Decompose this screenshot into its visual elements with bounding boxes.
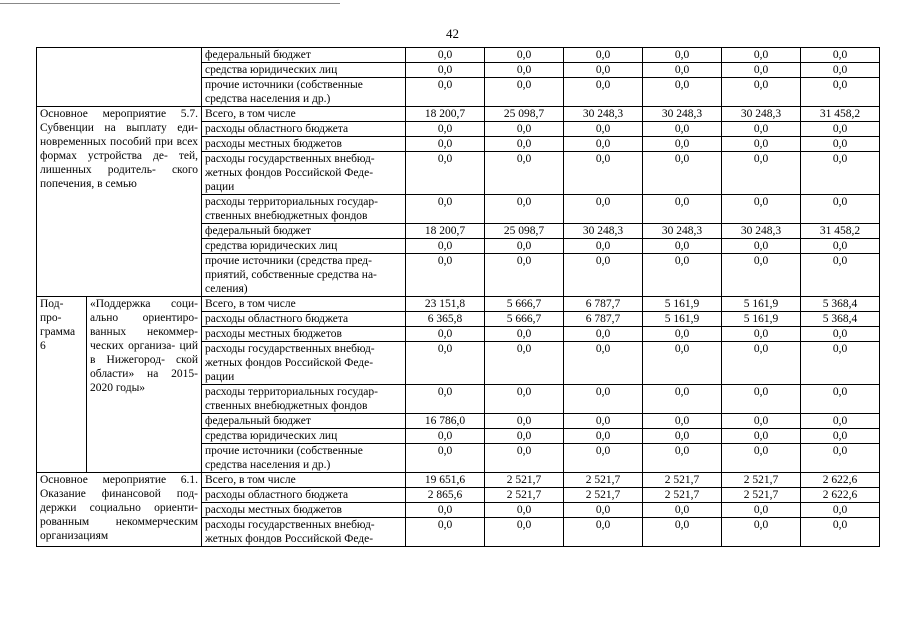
value-cell: 0,0 <box>801 254 880 297</box>
value-cell: 0,0 <box>406 254 485 297</box>
value-cell: 0,0 <box>406 429 485 444</box>
value-cell: 0,0 <box>564 444 643 473</box>
value-cell: 0,0 <box>643 137 722 152</box>
value-cell: 2 521,7 <box>485 473 564 488</box>
value-cell: 2 622,6 <box>801 473 880 488</box>
value-cell: 2 521,7 <box>564 473 643 488</box>
value-cell: 2 521,7 <box>722 488 801 503</box>
value-cell: 0,0 <box>722 122 801 137</box>
value-cell: 0,0 <box>722 48 801 63</box>
value-cell: 0,0 <box>485 327 564 342</box>
value-cell: 18 200,7 <box>406 224 485 239</box>
value-cell: 5 161,9 <box>722 297 801 312</box>
subprogram-label: Под- про- грамма 6 <box>37 297 87 473</box>
value-cell: 0,0 <box>801 503 880 518</box>
value-cell: 5 368,4 <box>801 297 880 312</box>
value-cell: 0,0 <box>722 78 801 107</box>
funding-source: Всего, в том числе <box>202 297 406 312</box>
budget-table <box>36 47 880 547</box>
value-cell: 6 787,7 <box>564 312 643 327</box>
value-cell: 0,0 <box>722 429 801 444</box>
funding-source: расходы государственных внебюд- жетных фондов Российской Феде- рации <box>202 342 406 385</box>
value-cell: 0,0 <box>564 503 643 518</box>
funding-source: расходы местных бюджетов <box>202 327 406 342</box>
value-cell: 0,0 <box>722 503 801 518</box>
funding-source: Всего, в том числе <box>202 473 406 488</box>
value-cell: 0,0 <box>643 342 722 385</box>
value-cell: 0,0 <box>406 385 485 414</box>
value-cell: 0,0 <box>406 152 485 195</box>
value-cell: 0,0 <box>801 414 880 429</box>
value-cell: 0,0 <box>485 503 564 518</box>
value-cell: 0,0 <box>722 239 801 254</box>
funding-source: Всего, в том числе <box>202 107 406 122</box>
value-cell: 0,0 <box>564 429 643 444</box>
value-cell: 0,0 <box>564 385 643 414</box>
value-cell: 0,0 <box>722 518 801 547</box>
value-cell: 0,0 <box>643 503 722 518</box>
value-cell: 0,0 <box>564 48 643 63</box>
value-cell: 0,0 <box>643 414 722 429</box>
value-cell: 0,0 <box>643 327 722 342</box>
value-cell: 0,0 <box>722 137 801 152</box>
funding-source: расходы государственных внебюд- жетных фондов Российской Феде- <box>202 518 406 547</box>
value-cell: 0,0 <box>801 63 880 78</box>
value-cell: 0,0 <box>564 239 643 254</box>
value-cell: 5 666,7 <box>485 312 564 327</box>
page-number: 42 <box>446 26 459 41</box>
value-cell: 0,0 <box>564 63 643 78</box>
funding-source: средства юридических лиц <box>202 63 406 78</box>
funding-source: прочие источники (собственные средства населения и др.) <box>202 444 406 473</box>
funding-source: расходы областного бюджета <box>202 312 406 327</box>
value-cell: 0,0 <box>643 254 722 297</box>
value-cell: 0,0 <box>406 78 485 107</box>
value-cell: 0,0 <box>643 239 722 254</box>
funding-source: расходы территориальных государ- ственных внебюджетных фондов <box>202 195 406 224</box>
value-cell: 0,0 <box>643 429 722 444</box>
value-cell: 0,0 <box>406 63 485 78</box>
value-cell: 0,0 <box>643 78 722 107</box>
value-cell: 0,0 <box>406 239 485 254</box>
value-cell: 0,0 <box>722 342 801 385</box>
value-cell: 2 521,7 <box>722 473 801 488</box>
subprogram-title: «Поддержка соци- ально ориентиро- ванных некоммер- ческих организа- ций в Нижегород- ской области» на 2015-2020 годы» <box>87 297 202 473</box>
value-cell: 0,0 <box>801 122 880 137</box>
value-cell: 0,0 <box>643 444 722 473</box>
table-row <box>37 107 880 122</box>
value-cell: 0,0 <box>406 195 485 224</box>
funding-source: федеральный бюджет <box>202 48 406 63</box>
value-cell: 0,0 <box>801 342 880 385</box>
value-cell: 0,0 <box>564 342 643 385</box>
value-cell: 0,0 <box>564 195 643 224</box>
value-cell: 0,0 <box>485 254 564 297</box>
value-cell: 0,0 <box>406 327 485 342</box>
value-cell: 0,0 <box>801 78 880 107</box>
value-cell: 5 161,9 <box>643 297 722 312</box>
table-row <box>37 297 880 312</box>
funding-source: расходы территориальных государ- ственных внебюджетных фондов <box>202 385 406 414</box>
value-cell: 5 368,4 <box>801 312 880 327</box>
value-cell: 0,0 <box>643 63 722 78</box>
measure-label: Основное мероприятие 5.7. Субвенции на выплату еди- новременных пособий при всех формах устройства де- тей, лишенных родитель- ского попечения, в семью <box>37 107 202 297</box>
value-cell: 6 787,7 <box>564 297 643 312</box>
value-cell: 0,0 <box>801 195 880 224</box>
value-cell: 2 521,7 <box>485 488 564 503</box>
value-cell: 0,0 <box>564 518 643 547</box>
funding-source: расходы государственных внебюд- жетных фондов Российской Феде- рации <box>202 152 406 195</box>
value-cell: 0,0 <box>485 137 564 152</box>
value-cell: 0,0 <box>564 122 643 137</box>
funding-source: расходы местных бюджетов <box>202 137 406 152</box>
value-cell: 0,0 <box>643 122 722 137</box>
value-cell: 31 458,2 <box>801 107 880 122</box>
funding-source: средства юридических лиц <box>202 429 406 444</box>
value-cell: 0,0 <box>643 385 722 414</box>
value-cell: 18 200,7 <box>406 107 485 122</box>
value-cell: 2 521,7 <box>643 473 722 488</box>
measure-label: Основное мероприятие 6.1. Оказание финансовой под- держки социально ориенти- рованным некоммерческим организациям <box>37 473 202 547</box>
value-cell: 0,0 <box>801 239 880 254</box>
funding-source: прочие источники (собственные средства населения и др.) <box>202 78 406 107</box>
value-cell: 30 248,3 <box>722 107 801 122</box>
value-cell: 0,0 <box>485 385 564 414</box>
table-row <box>37 48 880 63</box>
value-cell: 0,0 <box>485 239 564 254</box>
value-cell: 0,0 <box>485 78 564 107</box>
value-cell: 0,0 <box>485 518 564 547</box>
value-cell: 5 161,9 <box>722 312 801 327</box>
value-cell: 0,0 <box>485 122 564 137</box>
value-cell: 31 458,2 <box>801 224 880 239</box>
value-cell: 0,0 <box>801 429 880 444</box>
value-cell: 16 786,0 <box>406 414 485 429</box>
value-cell: 0,0 <box>406 503 485 518</box>
value-cell: 23 151,8 <box>406 297 485 312</box>
top-rule <box>0 3 340 4</box>
value-cell: 0,0 <box>485 342 564 385</box>
value-cell: 30 248,3 <box>643 107 722 122</box>
value-cell: 0,0 <box>564 414 643 429</box>
value-cell: 0,0 <box>643 195 722 224</box>
value-cell: 0,0 <box>406 342 485 385</box>
funding-source: расходы областного бюджета <box>202 488 406 503</box>
value-cell: 25 098,7 <box>485 224 564 239</box>
value-cell: 0,0 <box>801 518 880 547</box>
value-cell: 30 248,3 <box>564 107 643 122</box>
funding-source: расходы местных бюджетов <box>202 503 406 518</box>
value-cell: 0,0 <box>485 63 564 78</box>
value-cell: 0,0 <box>406 518 485 547</box>
value-cell: 0,0 <box>801 385 880 414</box>
value-cell: 0,0 <box>722 385 801 414</box>
value-cell: 30 248,3 <box>564 224 643 239</box>
funding-source: прочие источники (средства пред- приятий, собственные средства на- селения) <box>202 254 406 297</box>
value-cell: 2 865,6 <box>406 488 485 503</box>
value-cell: 0,0 <box>564 78 643 107</box>
funding-source: федеральный бюджет <box>202 224 406 239</box>
value-cell: 0,0 <box>801 327 880 342</box>
value-cell: 6 365,8 <box>406 312 485 327</box>
value-cell: 0,0 <box>406 137 485 152</box>
value-cell: 0,0 <box>564 327 643 342</box>
value-cell: 19 651,6 <box>406 473 485 488</box>
table-row <box>37 473 880 488</box>
value-cell: 0,0 <box>801 48 880 63</box>
value-cell: 30 248,3 <box>722 224 801 239</box>
value-cell: 2 521,7 <box>564 488 643 503</box>
funding-source: расходы областного бюджета <box>202 122 406 137</box>
value-cell: 0,0 <box>485 48 564 63</box>
value-cell: 2 622,6 <box>801 488 880 503</box>
value-cell: 0,0 <box>801 444 880 473</box>
value-cell: 0,0 <box>722 444 801 473</box>
funding-source: средства юридических лиц <box>202 239 406 254</box>
value-cell: 0,0 <box>485 414 564 429</box>
value-cell: 0,0 <box>722 327 801 342</box>
value-cell: 0,0 <box>722 414 801 429</box>
value-cell: 0,0 <box>485 195 564 224</box>
value-cell: 0,0 <box>801 137 880 152</box>
value-cell: 30 248,3 <box>643 224 722 239</box>
value-cell: 0,0 <box>722 63 801 78</box>
value-cell: 0,0 <box>564 152 643 195</box>
value-cell: 0,0 <box>485 429 564 444</box>
value-cell: 0,0 <box>643 518 722 547</box>
value-cell: 0,0 <box>643 48 722 63</box>
value-cell: 0,0 <box>643 152 722 195</box>
value-cell: 0,0 <box>801 152 880 195</box>
value-cell: 0,0 <box>406 444 485 473</box>
measure-cell-continued <box>37 48 202 107</box>
value-cell: 0,0 <box>485 444 564 473</box>
value-cell: 0,0 <box>564 254 643 297</box>
value-cell: 0,0 <box>564 137 643 152</box>
value-cell: 2 521,7 <box>643 488 722 503</box>
value-cell: 5 666,7 <box>485 297 564 312</box>
value-cell: 0,0 <box>406 48 485 63</box>
value-cell: 0,0 <box>406 122 485 137</box>
value-cell: 0,0 <box>722 195 801 224</box>
value-cell: 0,0 <box>722 152 801 195</box>
value-cell: 5 161,9 <box>643 312 722 327</box>
value-cell: 25 098,7 <box>485 107 564 122</box>
value-cell: 0,0 <box>485 152 564 195</box>
funding-source: федеральный бюджет <box>202 414 406 429</box>
value-cell: 0,0 <box>722 254 801 297</box>
